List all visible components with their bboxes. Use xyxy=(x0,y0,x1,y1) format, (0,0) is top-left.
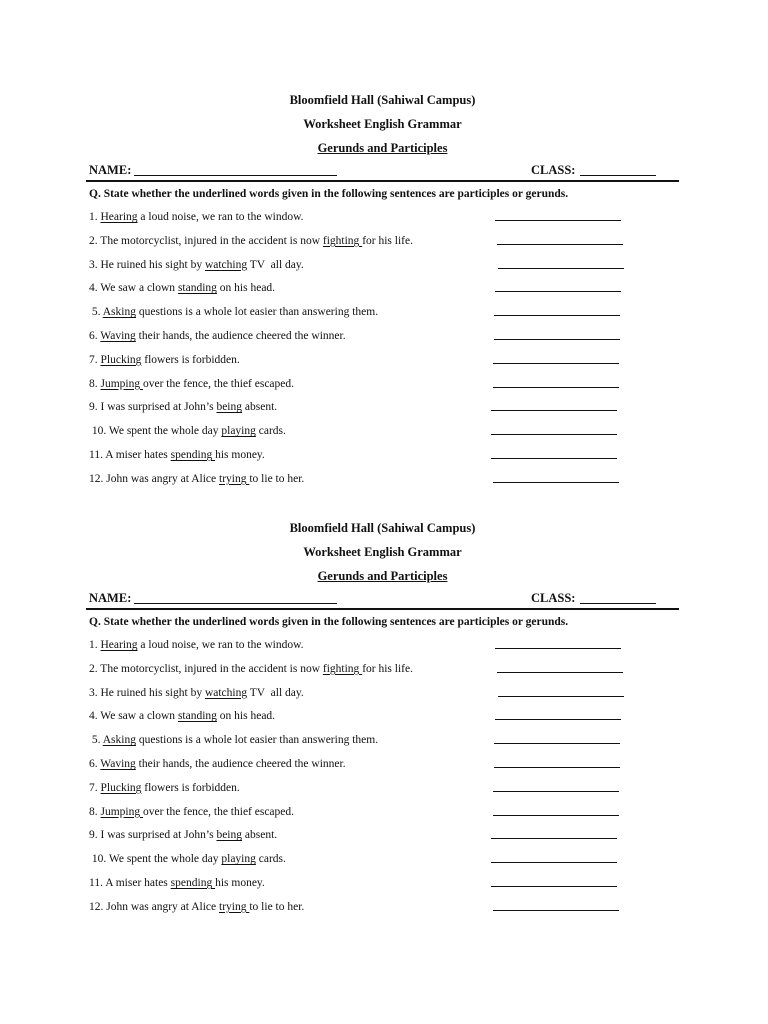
sentence-part: 9. I was surprised at John’s xyxy=(89,401,217,414)
sentence-part: 12. John was angry at Alice xyxy=(89,900,219,913)
answer-blank[interactable] xyxy=(494,767,620,768)
question-instructions: Q. State whether the underlined words given in the following sentences are participles or gerunds. xyxy=(89,188,569,200)
sentence-part: 10. We spent the whole day xyxy=(89,425,222,438)
worksheet-topic: Gerunds and Participles xyxy=(317,141,448,155)
sentence-part: a loud noise, we ran to the window. xyxy=(137,211,304,223)
answer-blank[interactable] xyxy=(494,315,620,316)
underlined-word: spending xyxy=(170,876,216,889)
question-item xyxy=(86,681,679,705)
answer-blank[interactable] xyxy=(493,791,619,792)
underlined-word: Waving xyxy=(100,757,136,770)
answer-blank[interactable] xyxy=(498,696,624,697)
class-label: CLASS: xyxy=(531,163,576,177)
question-item xyxy=(86,300,679,324)
answer-blank[interactable] xyxy=(495,648,621,649)
sentence-part: 6. xyxy=(89,757,101,770)
sentence-part: to lie to her. xyxy=(249,900,305,913)
sentence-part: 9. I was surprised at John’s xyxy=(89,829,217,842)
question-item xyxy=(86,467,679,491)
sentence-text xyxy=(89,276,275,300)
underlined-word: Jumping xyxy=(100,805,143,818)
answer-blank[interactable] xyxy=(497,672,623,673)
underlined-word: Waving xyxy=(100,329,136,342)
underlined-word: Plucking xyxy=(100,781,142,794)
answer-blank[interactable] xyxy=(491,886,617,887)
question-item xyxy=(86,704,679,728)
underlined-word: Hearing xyxy=(100,211,138,223)
sentence-part: 12. John was angry at Alice xyxy=(89,472,219,485)
sentence-part: 2. The motorcyclist, injured in the accident is now xyxy=(89,662,323,675)
worksheet-subject: Worksheet English Grammar xyxy=(303,545,462,559)
sentence-part: 3. He ruined his sight by xyxy=(89,686,205,699)
underlined-word: Asking xyxy=(102,734,136,747)
worksheet-subject: Worksheet English Grammar xyxy=(303,117,462,131)
sentence-text xyxy=(89,324,346,348)
question-item xyxy=(86,348,679,372)
answer-blank[interactable] xyxy=(493,387,619,388)
sentence-part: their hands, the audience cheered the winner. xyxy=(135,329,346,342)
sentence-text xyxy=(89,823,277,847)
sentence-text xyxy=(89,395,277,419)
question-item xyxy=(86,871,679,895)
name-label: NAME: xyxy=(89,163,132,177)
underlined-word: Hearing xyxy=(100,639,138,651)
name-class-row xyxy=(86,160,679,182)
answer-blank[interactable] xyxy=(493,363,619,364)
sentence-text xyxy=(89,657,413,681)
sentence-part: 1. xyxy=(89,211,101,223)
sentence-part: 7. xyxy=(89,353,101,366)
answer-blank[interactable] xyxy=(491,862,617,863)
question-item xyxy=(86,276,679,300)
sentence-part: for his life. xyxy=(362,662,413,675)
question-list xyxy=(86,205,679,491)
sentence-part: a loud noise, we ran to the window. xyxy=(137,639,304,651)
school-title: Bloomfield Hall (Sahiwal Campus) xyxy=(289,93,476,107)
underlined-word: being xyxy=(216,401,243,414)
sentence-text xyxy=(89,728,378,752)
sentence-part: TV all day. xyxy=(247,258,304,271)
sentence-part: 2. The motorcyclist, injured in the accident is now xyxy=(89,234,323,247)
underlined-word: spending xyxy=(170,448,216,461)
sentence-part: 5. xyxy=(89,306,103,319)
sentence-text xyxy=(89,752,346,776)
sentence-part: 8. xyxy=(89,377,101,390)
class-field[interactable] xyxy=(580,175,656,176)
underlined-word: Asking xyxy=(102,306,136,319)
worksheet-bottom xyxy=(86,518,679,919)
sentence-part: 1. xyxy=(89,639,101,651)
question-item xyxy=(86,823,679,847)
question-item xyxy=(86,253,679,277)
worksheet-topic: Gerunds and Participles xyxy=(317,569,448,583)
answer-blank[interactable] xyxy=(493,910,619,911)
sentence-part: 8. xyxy=(89,805,101,818)
question-item xyxy=(86,443,679,467)
sentence-text xyxy=(89,443,265,467)
answer-blank[interactable] xyxy=(493,482,619,483)
question-item xyxy=(86,229,679,253)
answer-blank[interactable] xyxy=(491,410,617,411)
question-item xyxy=(86,324,679,348)
sentence-text xyxy=(89,253,304,277)
sentence-text xyxy=(89,776,240,800)
question-instructions: Q. State whether the underlined words given in the following sentences are participles or gerunds. xyxy=(89,616,569,628)
question-item xyxy=(86,752,679,776)
sentence-part: his money. xyxy=(215,876,265,889)
underlined-word: being xyxy=(216,829,243,842)
sentence-text xyxy=(89,372,294,396)
sentence-part: TV all day. xyxy=(247,686,304,699)
sentence-text xyxy=(89,704,275,728)
underlined-word: Plucking xyxy=(100,353,142,366)
name-class-row xyxy=(86,588,679,610)
question-item xyxy=(86,800,679,824)
sentence-text xyxy=(89,800,294,824)
answer-blank[interactable] xyxy=(494,339,620,340)
sentence-part: over the fence, the thief escaped. xyxy=(143,377,295,390)
sentence-text xyxy=(89,847,286,871)
underlined-word: fighting xyxy=(322,662,363,675)
question-item xyxy=(86,895,679,919)
sentence-part: on his head. xyxy=(216,282,276,295)
sentence-part: absent. xyxy=(242,829,278,842)
answer-blank[interactable] xyxy=(494,743,620,744)
underlined-word: watching xyxy=(204,258,248,271)
question-item xyxy=(86,372,679,396)
sentence-text xyxy=(89,633,304,657)
sentence-part: questions is a whole lot easier than answering them. xyxy=(135,306,379,319)
sentence-part: on his head. xyxy=(216,710,276,723)
sentence-part: cards. xyxy=(255,425,286,438)
class-field[interactable] xyxy=(580,603,656,604)
sentence-part: 5. xyxy=(89,734,103,747)
question-list xyxy=(86,633,679,919)
question-item xyxy=(86,419,679,443)
underlined-word: standing xyxy=(177,282,217,295)
sentence-part: cards. xyxy=(255,853,286,866)
question-item xyxy=(86,776,679,800)
question-item xyxy=(86,847,679,871)
name-label: NAME: xyxy=(89,591,132,605)
sentence-part: for his life. xyxy=(362,234,413,247)
answer-blank[interactable] xyxy=(491,434,617,435)
sentence-part: 11. A miser hates xyxy=(89,448,171,461)
sentence-text xyxy=(89,229,413,253)
sentence-text xyxy=(89,300,378,324)
question-item xyxy=(86,728,679,752)
underlined-word: playing xyxy=(221,425,256,438)
answer-blank[interactable] xyxy=(498,268,624,269)
underlined-word: trying xyxy=(219,900,250,913)
underlined-word: trying xyxy=(219,472,250,485)
sentence-part: 4. We saw a clown xyxy=(89,282,178,295)
sentence-text xyxy=(89,348,240,372)
sentence-part: flowers is forbidden. xyxy=(141,353,240,366)
answer-blank[interactable] xyxy=(495,291,621,292)
sentence-text xyxy=(89,895,304,919)
sentence-part: 3. He ruined his sight by xyxy=(89,258,205,271)
name-field[interactable] xyxy=(134,603,337,604)
sentence-part: their hands, the audience cheered the winner. xyxy=(135,757,346,770)
question-item xyxy=(86,657,679,681)
answer-blank[interactable] xyxy=(497,244,623,245)
sentence-part: absent. xyxy=(242,401,278,414)
school-title: Bloomfield Hall (Sahiwal Campus) xyxy=(289,521,476,535)
underlined-word: playing xyxy=(221,853,256,866)
sentence-part: 7. xyxy=(89,781,101,794)
sentence-text xyxy=(89,419,286,443)
sentence-part: to lie to her. xyxy=(249,472,305,485)
class-label: CLASS: xyxy=(531,591,576,605)
sentence-text xyxy=(89,681,304,705)
name-field[interactable] xyxy=(134,175,337,176)
answer-blank[interactable] xyxy=(491,838,617,839)
answer-blank[interactable] xyxy=(495,220,621,221)
worksheet-top xyxy=(86,90,679,491)
sentence-text xyxy=(89,467,304,491)
sentence-part: his money. xyxy=(215,448,265,461)
sentence-part: over the fence, the thief escaped. xyxy=(143,805,295,818)
sentence-text xyxy=(89,205,304,229)
sentence-part: 11. A miser hates xyxy=(89,876,171,889)
answer-blank[interactable] xyxy=(495,719,621,720)
sentence-part: 10. We spent the whole day xyxy=(89,853,222,866)
sentence-text xyxy=(89,871,265,895)
question-item xyxy=(86,205,679,229)
underlined-word: fighting xyxy=(322,234,363,247)
answer-blank[interactable] xyxy=(493,815,619,816)
underlined-word: watching xyxy=(204,686,248,699)
underlined-word: standing xyxy=(177,710,217,723)
sentence-part: 4. We saw a clown xyxy=(89,710,178,723)
question-item xyxy=(86,633,679,657)
question-item xyxy=(86,395,679,419)
sentence-part: flowers is forbidden. xyxy=(141,781,240,794)
sentence-part: questions is a whole lot easier than answering them. xyxy=(135,734,379,747)
underlined-word: Jumping xyxy=(100,377,143,390)
answer-blank[interactable] xyxy=(491,458,617,459)
sentence-part: 6. xyxy=(89,329,101,342)
